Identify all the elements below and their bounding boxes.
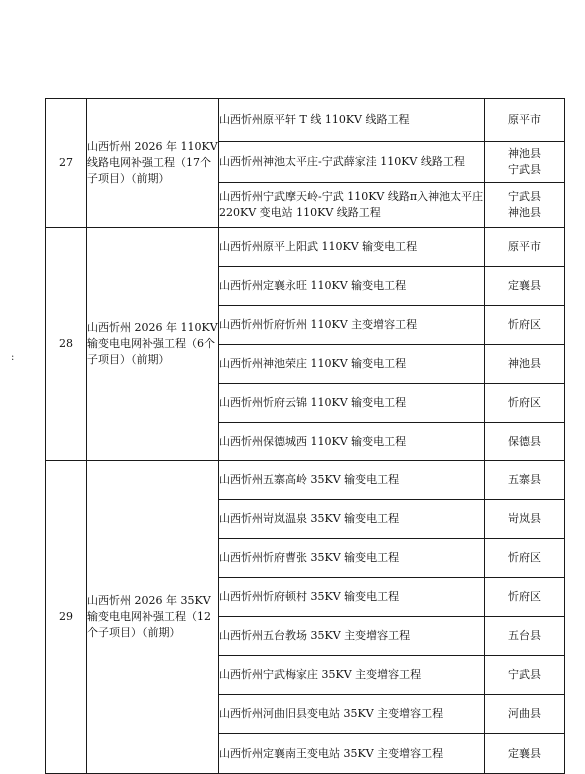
subproject-name: 山西忻州宁武梅家庄 35KV 主变增容工程	[219, 656, 485, 695]
subproject-name: 山西忻州忻府云锦 110KV 输变电工程	[219, 384, 485, 423]
location: 岢岚县	[508, 512, 541, 525]
subproject-name: 山西忻州神池荣庄 110KV 输变电工程	[219, 345, 485, 384]
group-title: 山西忻州 2026 年 110KV 线路电网补强工程（17个子项目）（前期）	[87, 99, 219, 228]
location-cell	[485, 734, 565, 774]
location-cell	[485, 345, 565, 384]
location-cell	[485, 695, 565, 734]
table-row	[46, 99, 565, 142]
location: 神池县	[508, 357, 541, 370]
group-number: 28	[46, 228, 87, 461]
table-row	[46, 228, 565, 267]
location: 保德县	[508, 434, 541, 448]
location: 宁武县	[508, 163, 541, 176]
location: 原平市	[508, 240, 541, 253]
margin-mark: :	[11, 352, 15, 363]
subproject-name: 山西忻州忻府顿村 35KV 输变电工程	[219, 578, 485, 617]
subproject-name: 山西忻州保德城西 110KV 输变电工程	[219, 423, 485, 461]
location: 河曲县	[508, 707, 541, 720]
location: 忻府区	[508, 396, 541, 409]
location-cell	[485, 423, 565, 461]
subproject-name: 山西忻州原平轩 T 线 110KV 线路工程	[219, 99, 485, 142]
location-cell	[485, 183, 565, 228]
location: 原平市	[508, 113, 541, 126]
location: 宁武县	[508, 190, 541, 203]
subproject-name: 山西忻州河曲旧县变电站 35KV 主变增容工程	[219, 695, 485, 734]
location: 宁武县	[508, 668, 541, 681]
location-cell	[485, 578, 565, 617]
location: 五寨县	[508, 473, 541, 486]
location: 定襄县	[508, 279, 541, 292]
subproject-name: 山西忻州定襄南王变电站 35KV 主变增容工程	[219, 734, 485, 774]
location: 神池县	[508, 147, 541, 160]
group-title: 山西忻州 2026 年 35KV 输变电电网补强工程（12个子项目）（前期）	[87, 461, 219, 774]
location: 定襄县	[508, 746, 541, 760]
location: 忻府区	[508, 318, 541, 331]
table-row	[46, 461, 565, 500]
location: 神池县	[508, 206, 541, 219]
location-cell	[485, 539, 565, 578]
subproject-name: 山西忻州忻府曹张 35KV 输变电工程	[219, 539, 485, 578]
subproject-name: 山西忻州岢岚温泉 35KV 输变电工程	[219, 500, 485, 539]
location-cell	[485, 461, 565, 500]
location: 忻府区	[508, 590, 541, 603]
location-cell	[485, 228, 565, 267]
subproject-name: 山西忻州宁武摩天岭-宁武 110KV 线路π入神池太平庄 220KV 变电站 110KV 线路工程	[219, 183, 485, 228]
location-cell	[485, 142, 565, 183]
subproject-name: 山西忻州原平上阳武 110KV 输变电工程	[219, 228, 485, 267]
subproject-name: 山西忻州神池太平庄-宁武薛家洼 110KV 线路工程	[219, 142, 485, 183]
project-table	[45, 98, 565, 774]
group-number: 27	[46, 99, 87, 228]
subproject-name: 山西忻州忻府忻州 110KV 主变增容工程	[219, 306, 485, 345]
location-cell	[485, 617, 565, 656]
subproject-name: 山西忻州定襄永旺 110KV 输变电工程	[219, 267, 485, 306]
group-title: 山西忻州 2026 年 110KV 输变电电网补强工程（6个子项目）（前期）	[87, 228, 219, 461]
location-cell	[485, 99, 565, 142]
subproject-name: 山西忻州五寨高岭 35KV 输变电工程	[219, 461, 485, 500]
location-cell	[485, 267, 565, 306]
group-number: 29	[46, 461, 87, 774]
location-cell	[485, 500, 565, 539]
location-cell	[485, 656, 565, 695]
location-cell	[485, 384, 565, 423]
location-cell	[485, 306, 565, 345]
subproject-name: 山西忻州五台教场 35KV 主变增容工程	[219, 617, 485, 656]
location: 忻府区	[508, 551, 541, 564]
location: 五台县	[508, 629, 541, 642]
